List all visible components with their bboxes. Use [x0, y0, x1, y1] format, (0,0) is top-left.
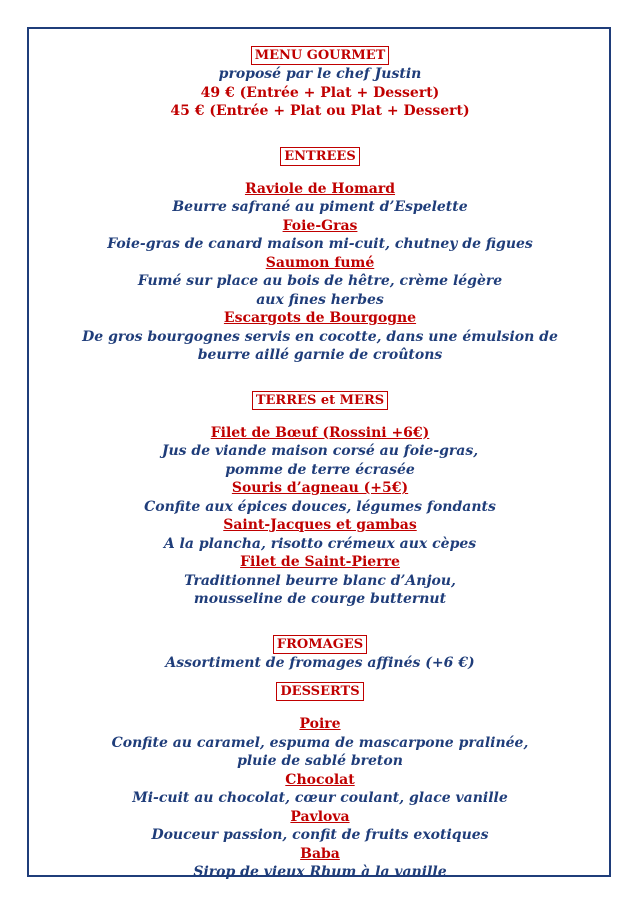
fromages-desc: Assortiment de fromages affinés (+6 €) [165, 654, 475, 671]
dish-description: beurre aillé garnie de croûtons [197, 347, 443, 363]
menu-item [29, 715, 611, 771]
dish-name: Souris d’agneau (+5€) [231, 480, 409, 496]
section-desserts [29, 680, 611, 882]
dish-description: Confite au caramel, espuma de mascarpone pralinée, [111, 734, 529, 751]
price-short: 45 € (Entrée + Plat ou Plat + Dessert) [170, 103, 470, 119]
dish-name: Filet de Saint-Pierre [240, 554, 400, 570]
menu-item [29, 845, 611, 882]
dish-description: Confite aux épices douces, légumes fondants [144, 498, 496, 515]
section-entrees [29, 145, 611, 365]
menu-item [29, 479, 611, 516]
menu-item [29, 217, 611, 254]
dish-description: Douceur passion, confit de fruits exotiques [151, 827, 489, 843]
section-title-terres-mers: TERRES et MERS [252, 391, 388, 410]
menu-item [29, 771, 611, 808]
dish-name: Escargots de Bourgogne [223, 310, 417, 326]
menu-item [29, 424, 611, 480]
menu-item [29, 254, 611, 310]
section-title-entrees: ENTREES [280, 147, 359, 166]
dish-name: Pavlova [290, 808, 350, 825]
header [29, 44, 611, 121]
dish-description: mousseline de courge butternut [193, 591, 447, 607]
dish-description: pluie de sablé breton [237, 753, 403, 769]
menu [29, 44, 611, 882]
dish-description: aux fines herbes [256, 291, 384, 308]
dish-name: Foie-Gras [282, 217, 358, 234]
dish-name: Saumon fumé [265, 254, 375, 271]
dish-name: Poire [299, 716, 341, 732]
menu-title: MENU GOURMET [251, 46, 390, 65]
dish-description: A la plancha, risotto crémeux aux cèpes [163, 535, 477, 552]
section-title-fromages: FROMAGES [273, 635, 367, 654]
menu-item [29, 180, 611, 217]
menu-item [29, 309, 611, 365]
dish-description: Foie-gras de canard maison mi-cuit, chutney de figues [107, 236, 533, 252]
section-title-desserts: DESSERTS [276, 682, 363, 701]
dish-description: De gros bourgognes servis en cocotte, dans une émulsion de [82, 328, 558, 345]
dish-description: Jus de viande maison corsé au foie-gras, [161, 443, 479, 459]
dish-description: Beurre safrané au piment d’Espelette [172, 199, 468, 215]
dish-description: Sirop de vieux Rhum à la vanille [193, 864, 447, 880]
dish-description: Mi-cuit au chocolat, cœur coulant, glace vanille [132, 790, 508, 806]
entrees-list [29, 180, 611, 365]
terres-list [29, 424, 611, 609]
menu-item [29, 553, 611, 609]
dish-name: Saint-Jacques et gambas [223, 517, 417, 533]
section-fromages [29, 633, 611, 673]
dish-name: Raviole de Homard [244, 180, 396, 197]
dish-name: Filet de Bœuf (Rossini +6€) [210, 424, 430, 441]
dish-description: Fumé sur place au bois de hêtre, crème légère [137, 273, 503, 289]
section-terres-mers [29, 389, 611, 609]
dish-name: Baba [300, 845, 340, 862]
dish-description: pomme de terre écrasée [225, 461, 415, 478]
dish-description: Traditionnel beurre blanc d’Anjou, [184, 572, 456, 589]
chef-line: proposé par le chef Justin [218, 66, 422, 82]
price-full: 49 € (Entrée + Plat + Dessert) [200, 84, 440, 101]
menu-item [29, 808, 611, 845]
dish-name: Chocolat [285, 771, 355, 788]
desserts-list [29, 715, 611, 882]
menu-item [29, 516, 611, 553]
